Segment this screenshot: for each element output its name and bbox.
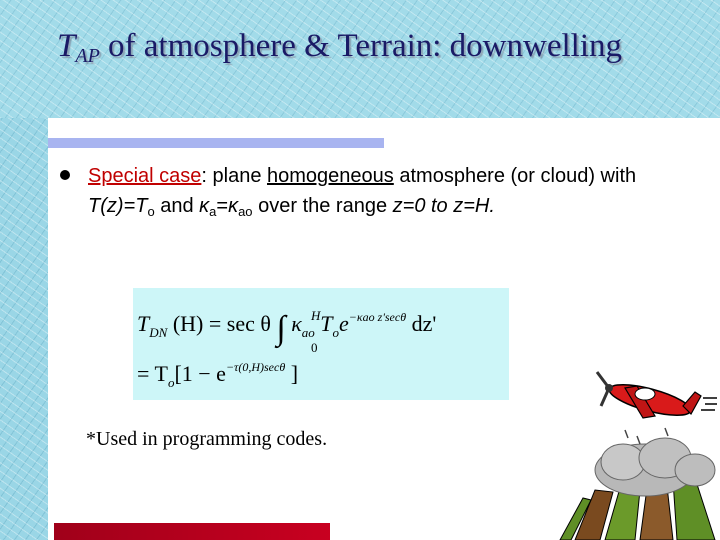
bullet-eq: = xyxy=(216,195,229,217)
accent-bar xyxy=(48,138,384,148)
integral-lower-limit: 0 xyxy=(311,340,318,355)
bullet-o-sub: o xyxy=(147,204,155,219)
integral-sign: ∫ xyxy=(276,310,286,347)
bullet-range-text: over the range xyxy=(252,195,393,217)
eq-lhs-arg: (H) = sec θ xyxy=(167,311,271,336)
bullet-and: and xyxy=(154,195,200,217)
integral-upper-limit: H xyxy=(311,308,321,323)
eq-kappa-sub: ao xyxy=(301,325,315,340)
equation-line-2 xyxy=(137,360,298,391)
eq2-exponent: −τ(0,H)secθ xyxy=(225,360,286,374)
title-rest: of atmosphere & Terrain: downwelling xyxy=(99,28,622,64)
eq-lhs-sub: DN xyxy=(149,325,168,340)
eq-lhs: T xyxy=(137,311,150,336)
bullet-after: atmosphere (or cloud) with xyxy=(393,165,637,187)
bullet-tz: T(z)=T xyxy=(88,195,148,217)
eq2-mid: [1 − e xyxy=(174,361,226,386)
title-subscript: AP xyxy=(75,45,100,67)
eq-exponent: −κao z'secθ xyxy=(348,310,407,324)
bullet-colon: : plane xyxy=(201,165,268,187)
bullet-text xyxy=(88,161,708,227)
slide-title xyxy=(57,28,622,68)
airplane-cloud-clipart xyxy=(555,370,720,540)
eq-T: T xyxy=(320,311,333,336)
eq2-end: ] xyxy=(285,361,299,386)
eq-dz: dz' xyxy=(406,311,437,336)
eq-e: e xyxy=(339,311,349,336)
bullet-a-sub: a xyxy=(209,204,217,219)
homogeneous-link[interactable]: homogeneous xyxy=(267,165,394,187)
eq-kappa: κ xyxy=(291,311,302,336)
eq-T-sub: o xyxy=(332,325,340,340)
special-case-link[interactable]: Special case xyxy=(88,165,202,187)
eq2-sub: o xyxy=(167,375,175,390)
title-t: T xyxy=(57,28,76,64)
bullet-kappa: κ xyxy=(199,195,210,217)
bullet-ao-sub: ao xyxy=(238,204,253,219)
eq2-prefix: = T xyxy=(137,361,168,386)
equation-line-1 xyxy=(137,310,436,348)
bullet-range: z=0 to z=H. xyxy=(392,195,495,217)
equation-box xyxy=(133,288,509,400)
bullet-kappa2: κ xyxy=(228,195,239,217)
footnote: *Used in programming codes. xyxy=(86,428,328,450)
bullet-dot-icon xyxy=(60,170,70,180)
bottom-accent-bar xyxy=(54,523,330,540)
